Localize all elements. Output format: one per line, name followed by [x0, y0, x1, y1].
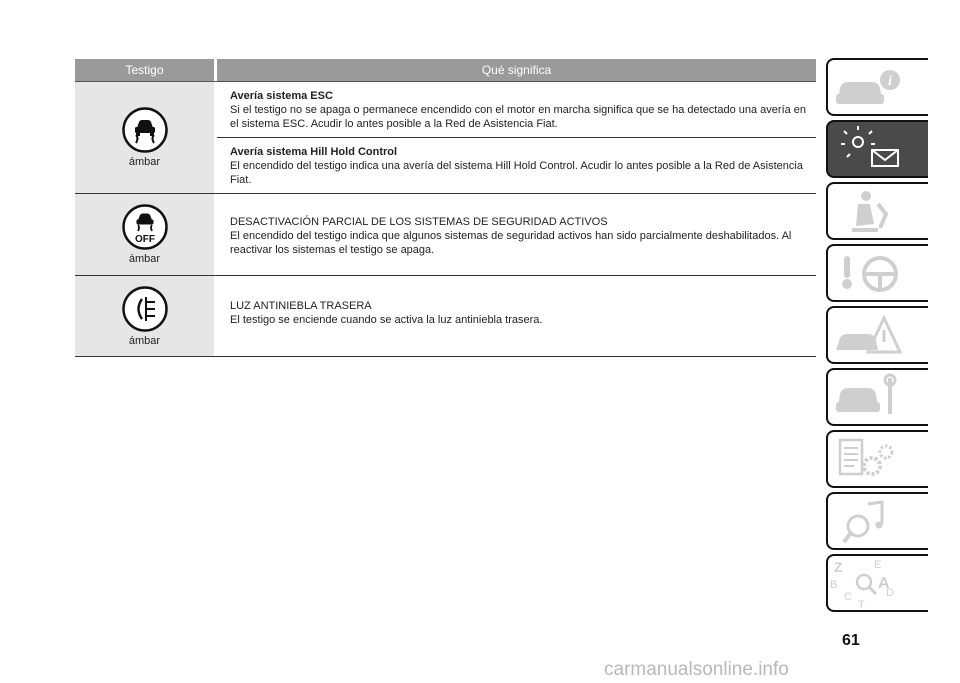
entry-rear-fog	[217, 276, 816, 333]
table-row	[75, 276, 816, 357]
header-significado: Qué significa	[214, 59, 816, 81]
entry-title: Avería sistema Hill Hold Control	[230, 146, 398, 158]
tab-index[interactable]	[826, 554, 928, 612]
emergency-triangle-icon	[828, 308, 928, 364]
svg-text:B: B	[830, 579, 838, 591]
esc-skid-icon	[122, 107, 168, 153]
entry-partial-deactivation	[217, 194, 816, 263]
tab-safety[interactable]	[826, 182, 928, 240]
entry-title: Avería sistema ESC	[230, 90, 333, 102]
table-row	[75, 82, 816, 194]
svg-text:T: T	[858, 599, 865, 611]
svg-text:D: D	[886, 587, 894, 599]
entry-text: El encendido del testigo indica una avería del sistema Hill Hold Control. Acudir lo antes posible a la Red de Asistencia Fiat.	[230, 160, 803, 186]
svg-text:A: A	[878, 575, 890, 592]
svg-text:C: C	[844, 591, 852, 603]
tab-specifications[interactable]	[826, 430, 928, 488]
icon-color-label: ámbar	[128, 253, 161, 265]
description-cell	[214, 194, 816, 275]
watermark: carmanualsonline.info	[604, 659, 789, 680]
svg-text:i: i	[888, 74, 892, 89]
entry-text: Si el testigo no se apaga o permanece encendido con el motor en marcha significa que se ha detectado una avería en el sistema ESC. Acudir lo antes posible a la Red de Asistencia Fiat.	[230, 104, 807, 130]
tab-emergency[interactable]	[826, 306, 928, 364]
entry-title: DESACTIVACIÓN PARCIAL DE LOS SISTEMAS DE SEGURIDAD ACTIVOS	[230, 216, 608, 228]
header-testigo: Testigo	[125, 63, 164, 77]
multimedia-icon	[828, 494, 928, 550]
page-number: 61	[842, 632, 860, 649]
svg-text:E: E	[874, 559, 882, 571]
svg-text:Z: Z	[834, 559, 843, 575]
icon-cell	[75, 82, 214, 193]
svg-text:OFF: OFF	[134, 234, 155, 245]
entry-hill-hold-fault	[217, 137, 816, 193]
tab-multimedia[interactable]	[826, 492, 928, 550]
car-info-icon	[828, 60, 928, 116]
description-cell	[214, 82, 816, 193]
seat-safety-icon	[828, 184, 928, 240]
warning-light-message-icon	[828, 122, 928, 178]
icon-cell	[75, 276, 214, 356]
table-header	[75, 59, 816, 82]
tab-driving[interactable]	[826, 244, 928, 302]
entry-text: El encendido del testigo indica que algunos sistemas de seguridad activos han sido parcialmente deshabilitados. Al reactivar los sistemas el testigo se apaga.	[230, 230, 792, 256]
tab-car-info[interactable]	[826, 58, 928, 116]
icon-color-label: ámbar	[128, 334, 161, 347]
rear-fog-light-icon	[122, 286, 168, 332]
esc-off-icon	[122, 204, 168, 250]
table-row	[75, 194, 816, 276]
specifications-gear-icon	[828, 432, 928, 488]
tab-maintenance[interactable]	[826, 368, 928, 426]
icon-color-label: ámbar	[128, 156, 161, 168]
steering-key-icon	[828, 246, 928, 302]
car-maintenance-icon	[828, 370, 928, 426]
entry-text: El testigo se enciende cuando se activa la luz antiniebla trasera.	[230, 314, 543, 326]
index-letters-icon	[828, 556, 928, 612]
entry-title: LUZ ANTINIEBLA TRASERA	[230, 300, 372, 312]
description-cell	[214, 276, 816, 356]
warning-lights-table	[75, 59, 816, 357]
icon-cell	[75, 194, 214, 275]
entry-esc-fault	[217, 82, 816, 137]
tab-warning-lights[interactable]	[826, 120, 928, 178]
